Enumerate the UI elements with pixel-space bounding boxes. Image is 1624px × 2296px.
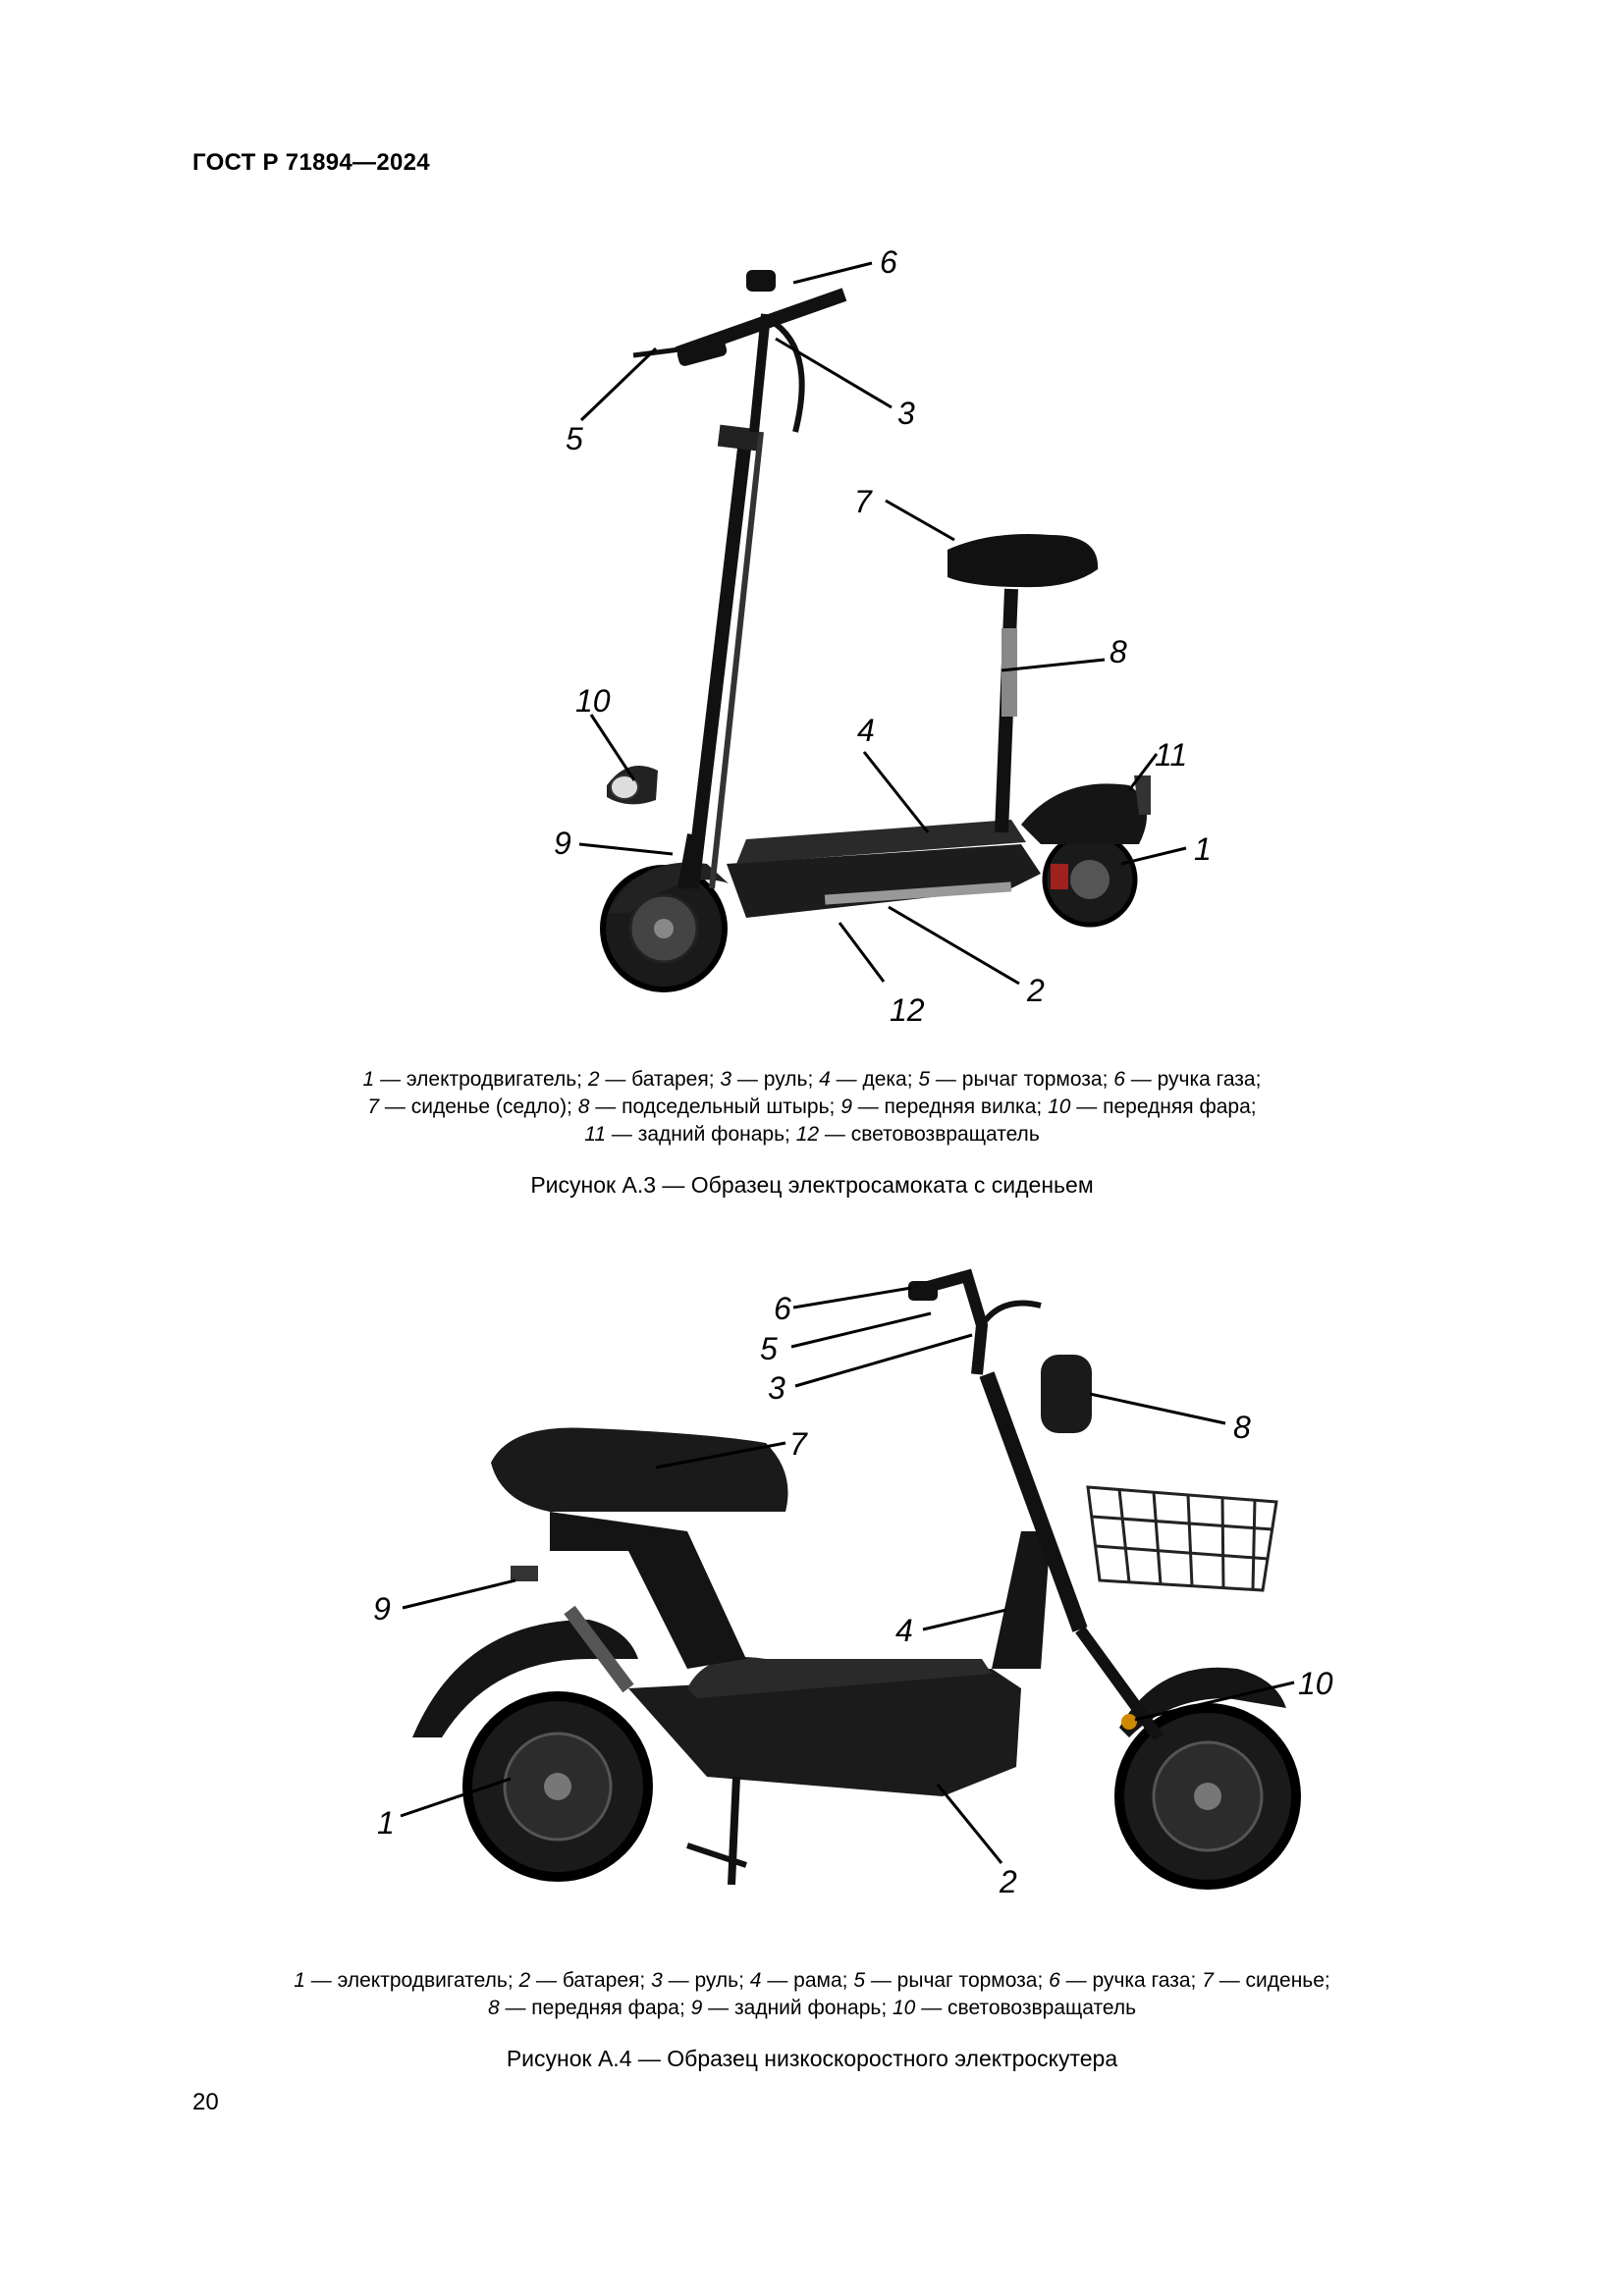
legend-text: — рама;: [761, 1969, 854, 1992]
legend-number: 9: [840, 1095, 852, 1118]
legend-text: — электродвигатель;: [374, 1068, 588, 1091]
legend-text: — электродвигатель;: [304, 1969, 519, 1992]
legend-number: 7: [1202, 1969, 1214, 1992]
legend-text: — рычаг тормоза;: [865, 1969, 1050, 1992]
callout-1: 1: [377, 1805, 395, 1841]
callout-4: 4: [895, 1613, 913, 1648]
callout-5: 5: [566, 421, 583, 456]
legend-number: 8: [487, 1997, 500, 2019]
moped-image: [412, 1276, 1296, 1885]
document-code: ГОСТ Р 71894—2024: [192, 149, 430, 176]
legend-text: — световозвращатель: [819, 1123, 1040, 1146]
legend-line: [0, 1094, 1624, 1121]
legend-text: — сиденье;: [1213, 1969, 1330, 1992]
legend-number: 6: [1113, 1068, 1125, 1091]
legend-text: — световозвращатель: [915, 1997, 1137, 2019]
legend-number: 8: [577, 1095, 590, 1118]
legend-line: [0, 1066, 1624, 1094]
legend-text: — руль;: [662, 1969, 750, 1992]
figure-a4-caption: Рисунок А.4 — Образец низкоскоростного электроскутера: [506, 2046, 1118, 2071]
callout-11: 11: [1155, 737, 1188, 773]
legend-text: — задний фонарь;: [606, 1123, 796, 1146]
figure-a3-illustration: [554, 244, 1212, 1028]
legend-number: 4: [749, 1969, 762, 1992]
legend-text: — передняя фара;: [499, 1997, 691, 2019]
callout-10: 10: [575, 683, 611, 719]
callout-3: 3: [897, 396, 915, 431]
callout-7: 7: [854, 484, 872, 519]
legend-text: — передняя вилка;: [851, 1095, 1049, 1118]
legend-number: 1: [294, 1969, 305, 1992]
legend-number: 11: [584, 1123, 607, 1146]
callout-8: 8: [1233, 1410, 1251, 1445]
figure-a4-illustration: [373, 1276, 1333, 1899]
legend-text: — батарея;: [599, 1068, 721, 1091]
legend-number: 6: [1049, 1969, 1060, 1992]
page-number: 20: [192, 2089, 219, 2115]
legend-text: — дека;: [830, 1068, 919, 1091]
figure-a3-legend: [0, 1066, 1624, 1148]
legend-text: — задний фонарь;: [702, 1997, 893, 2019]
callout-12: 12: [890, 992, 925, 1028]
callout-2: 2: [1000, 1864, 1017, 1899]
legend-text: — ручка газа;: [1059, 1969, 1203, 1992]
legend-line: [0, 1995, 1624, 2022]
legend-number: 3: [720, 1068, 732, 1091]
legend-number: 2: [587, 1068, 600, 1091]
legend-text: — рычаг тормоза;: [930, 1068, 1114, 1091]
legend-text: — подседельный штырь;: [589, 1095, 841, 1118]
legend-number: 3: [651, 1969, 663, 1992]
callout-7: 7: [789, 1426, 807, 1462]
callout-10: 10: [1298, 1666, 1333, 1701]
legend-number: 9: [690, 1997, 703, 2019]
legend-text: — руль;: [731, 1068, 820, 1091]
legend-text: — передняя фара;: [1070, 1095, 1257, 1118]
legend-number: 5: [918, 1068, 931, 1091]
legend-number: 10: [1048, 1095, 1071, 1118]
callout-8: 8: [1110, 634, 1127, 669]
legend-number: 4: [819, 1068, 831, 1091]
callout-6: 6: [774, 1291, 791, 1326]
callout-9: 9: [373, 1591, 391, 1627]
legend-number: 12: [795, 1123, 820, 1146]
legend-number: 1: [362, 1068, 375, 1091]
legend-text: — ручка газа;: [1124, 1068, 1262, 1091]
legend-number: 10: [893, 1997, 916, 2019]
callout-3: 3: [768, 1370, 785, 1406]
legend-text: — батарея;: [530, 1969, 652, 1992]
callout-6: 6: [880, 244, 897, 280]
scooter-image: [603, 270, 1151, 989]
legend-line: [0, 1967, 1624, 1995]
callout-2: 2: [1027, 973, 1045, 1008]
legend-number: 7: [367, 1095, 380, 1118]
legend-number: 5: [853, 1969, 865, 1992]
figure-a3-caption: Рисунок А.3 — Образец электросамоката с сиденьем: [530, 1172, 1094, 1198]
callout-1: 1: [1194, 831, 1212, 867]
legend-line: [0, 1121, 1624, 1148]
figure-a4-legend: [0, 1967, 1624, 2022]
legend-number: 2: [518, 1969, 531, 1992]
callout-4: 4: [857, 713, 875, 748]
legend-text: — сиденье (седло);: [379, 1095, 578, 1118]
callout-5: 5: [760, 1331, 778, 1366]
callout-9: 9: [554, 826, 571, 861]
